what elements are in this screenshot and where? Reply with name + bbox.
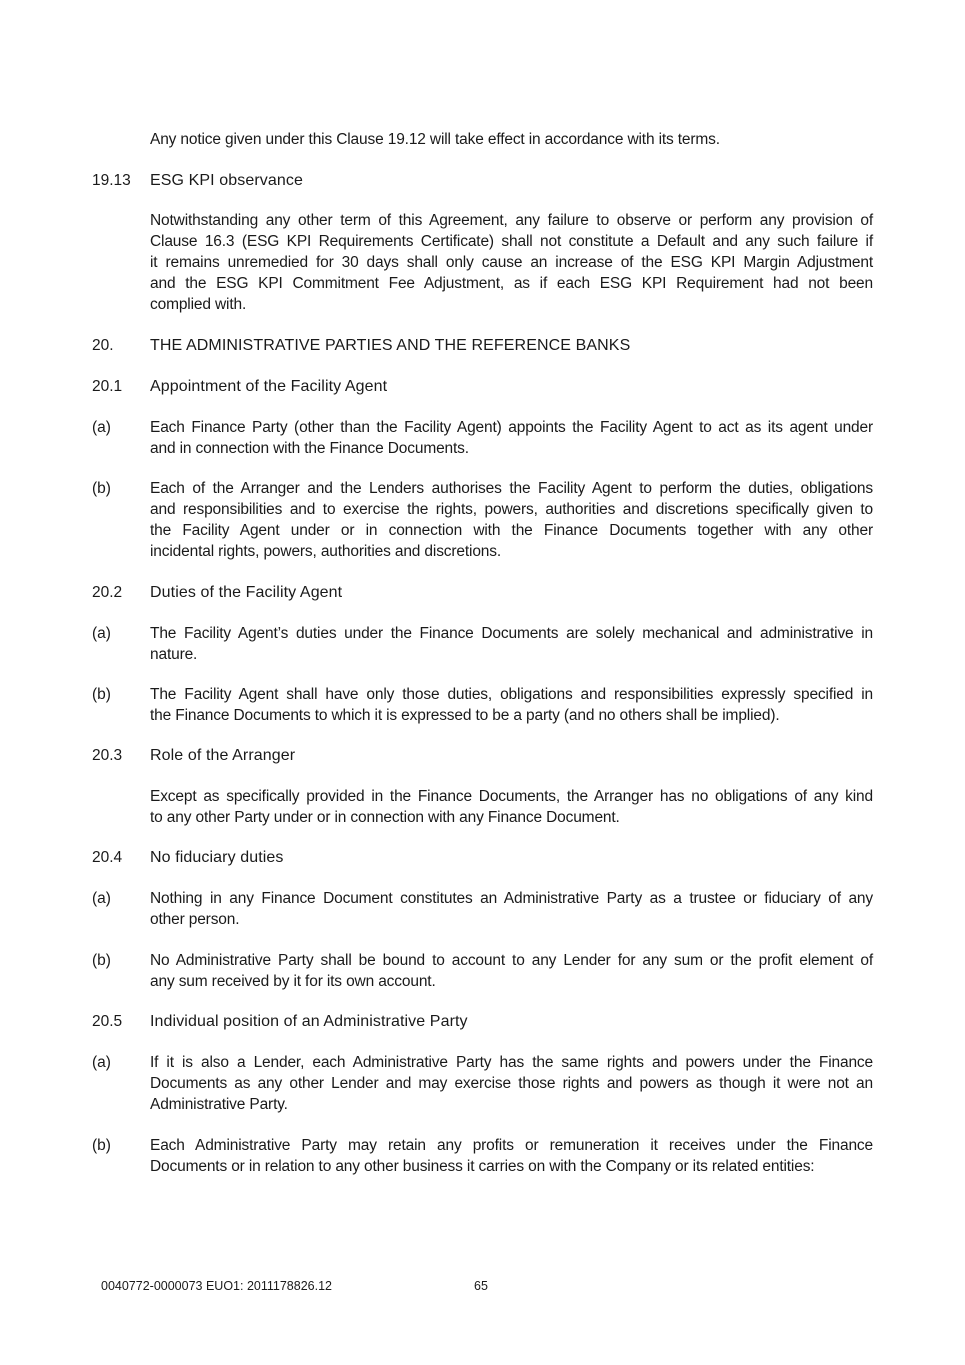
clause-title: THE ADMINISTRATIVE PARTIES AND THE REFERENCE BANKS <box>150 337 631 354</box>
clause-number: 20.2 <box>92 584 123 601</box>
text-line: nature. <box>150 646 198 663</box>
item-label: (b) <box>92 480 111 497</box>
text-line: incidental rights, powers, authorities and discretions. <box>150 543 502 560</box>
paragraph <box>150 417 873 459</box>
text-line: Nothing in any Finance Document constitutes an Administrative Party as a trustee or fiduciary of any <box>150 890 873 907</box>
paragraph <box>150 1135 873 1177</box>
paragraph <box>150 888 873 930</box>
clause-title: Role of the Arranger <box>150 747 296 764</box>
paragraph <box>150 684 873 726</box>
clause-title: No fiduciary duties <box>150 849 284 866</box>
text-line: The Facility Agent’s duties under the Finance Documents are solely mechanical and administrative in <box>150 625 873 642</box>
document-reference: 0040772-0000073 EUO1: 2011178826.12 <box>101 1279 332 1293</box>
item-label: (a) <box>92 1054 111 1071</box>
paragraph <box>150 210 873 315</box>
paragraph <box>150 950 873 992</box>
item-label: (a) <box>92 419 111 436</box>
paragraph <box>150 786 873 828</box>
text-line: Notwithstanding any other term of this Agreement, any failure to observe or perform any provision of <box>150 212 873 229</box>
clause-title: ESG KPI observance <box>150 172 303 189</box>
text-line: Except as specifically provided in the Finance Documents, the Arranger has no obligations of any kind <box>150 788 873 805</box>
text-line: Documents or in relation to any other business it carries on with the Company or its related entities: <box>150 1158 815 1175</box>
clause-number: 19.13 <box>92 172 131 189</box>
text-line: and the ESG KPI Commitment Fee Adjustment, as if each ESG KPI Requirement had not been <box>150 275 873 292</box>
text-line: The Facility Agent shall have only those duties, obligations and responsibilities expressly specified in <box>150 686 873 703</box>
text-line: other person. <box>150 911 240 928</box>
text-line: the Facility Agent under or in connection with the Finance Documents together with any other <box>150 522 873 539</box>
text-line: and responsibilities and to exercise the rights, powers, authorities and discretions specifically given to <box>150 501 873 518</box>
clause-title: Duties of the Facility Agent <box>150 584 343 601</box>
item-label: (b) <box>92 1137 111 1154</box>
paragraph <box>150 478 873 562</box>
clause-number: 20.5 <box>92 1013 123 1030</box>
page-number: 65 <box>474 1279 488 1293</box>
clause-title: Appointment of the Facility Agent <box>150 378 388 395</box>
text-line: Administrative Party. <box>150 1096 288 1113</box>
intro-text: Any notice given under this Clause 19.12 will take effect in accordance with its terms. <box>150 131 720 148</box>
text-line: and in connection with the Finance Documents. <box>150 440 469 457</box>
text-line: Each of the Arranger and the Lenders authorises the Facility Agent to perform the duties, obligations <box>150 480 873 497</box>
item-label: (a) <box>92 890 111 907</box>
paragraph <box>150 623 873 665</box>
item-label: (b) <box>92 686 111 703</box>
text-line: Documents as any other Lender and may exercise those rights and powers as though it were not an <box>150 1075 873 1092</box>
clause-number: 20. <box>92 337 114 354</box>
text-line: any sum received by it for its own account. <box>150 973 436 990</box>
clause-title: Individual position of an Administrative Party <box>150 1013 468 1030</box>
item-label: (b) <box>92 952 111 969</box>
clause-number: 20.4 <box>92 849 123 866</box>
item-label: (a) <box>92 625 111 642</box>
text-line: complied with. <box>150 296 247 313</box>
text-line: No Administrative Party shall be bound to account to any Lender for any sum or the profit element of <box>150 952 873 969</box>
paragraph <box>150 1052 873 1115</box>
clause-number: 20.3 <box>92 747 123 764</box>
clause-number: 20.1 <box>92 378 123 395</box>
text-line: Each Finance Party (other than the Facility Agent) appoints the Facility Agent to act as its agent under <box>150 419 873 436</box>
text-line: to any other Party under or in connection with any Finance Document. <box>150 809 620 826</box>
text-line: the Finance Documents to which it is expressed to be a party (and no others shall be implied). <box>150 707 780 724</box>
text-line: Clause 16.3 (ESG KPI Requirements Certificate) shall not constitute a Default and any such failure if <box>150 233 873 250</box>
text-line: Each Administrative Party may retain any profits or remuneration it receives under the Finance <box>150 1137 873 1154</box>
text-line: it remains unremedied for 30 days shall only cause an increase of the ESG KPI Margin Adjustment <box>150 254 873 271</box>
text-line: If it is also a Lender, each Administrative Party has the same rights and powers under the Finance <box>150 1054 873 1071</box>
